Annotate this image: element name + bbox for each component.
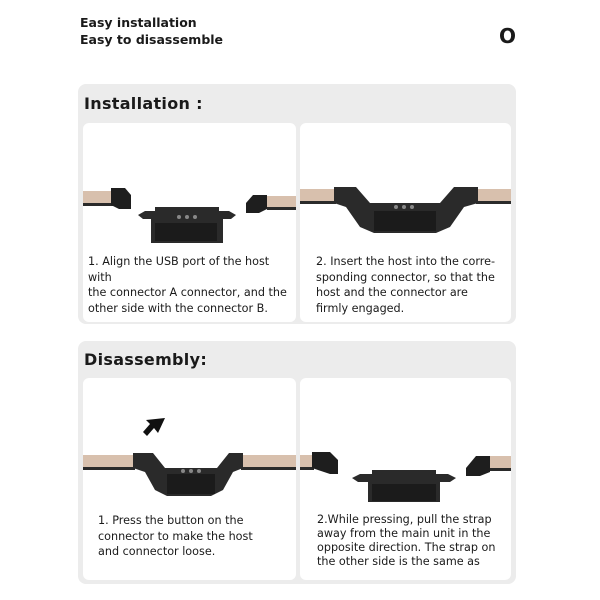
caption-line: the connector A connector, and the — [88, 286, 287, 299]
caption-line: 2. Insert the host into the corre- — [316, 255, 496, 268]
disassembly-step1-caption — [98, 513, 253, 560]
caption-line: sponding connector, so that the — [316, 270, 495, 284]
caption-line: away from the main unit in the — [317, 527, 491, 540]
install-step2-card — [300, 123, 511, 322]
disassembly-panel — [78, 341, 516, 584]
install-step1-caption — [88, 254, 296, 316]
caption-line: connector to make the host — [98, 529, 253, 543]
disassembly-step1-illustration — [83, 378, 296, 508]
caption-line: firmly engaged. — [316, 301, 405, 315]
caption-line: 1. Align the USB port of the host with — [88, 255, 270, 284]
brand-logo: O — [499, 24, 517, 48]
caption-line: host and the connector are — [316, 286, 468, 299]
install-step1-card — [83, 123, 296, 322]
caption-line: 1. Press the button on the — [98, 514, 244, 527]
caption-line: and connector loose. — [98, 545, 216, 558]
caption-line: 2.While pressing, pull the strap — [317, 513, 492, 526]
header-line-installation: Easy installation — [80, 15, 197, 30]
disassembly-step1-card — [83, 378, 296, 580]
caption-line: other side with the connector B. — [88, 301, 268, 315]
disassembly-step2-card — [300, 378, 511, 580]
header-text — [80, 14, 223, 48]
caption-line: opposite direction. The strap on — [317, 541, 496, 554]
installation-panel — [78, 84, 516, 324]
install-step2-illustration — [300, 123, 511, 253]
header-line-disassemble: Easy to disassemble — [80, 32, 224, 47]
install-step1-illustration — [83, 123, 296, 253]
disassembly-step2-caption — [317, 513, 495, 569]
disassembly-title: Disassembly: — [84, 350, 208, 369]
press-arrow-icon — [143, 418, 165, 436]
installation-title: Installation : — [84, 94, 203, 113]
caption-line: the other side is the same as — [317, 555, 480, 568]
install-step2-caption — [316, 254, 495, 316]
disassembly-step2-illustration — [300, 378, 511, 508]
